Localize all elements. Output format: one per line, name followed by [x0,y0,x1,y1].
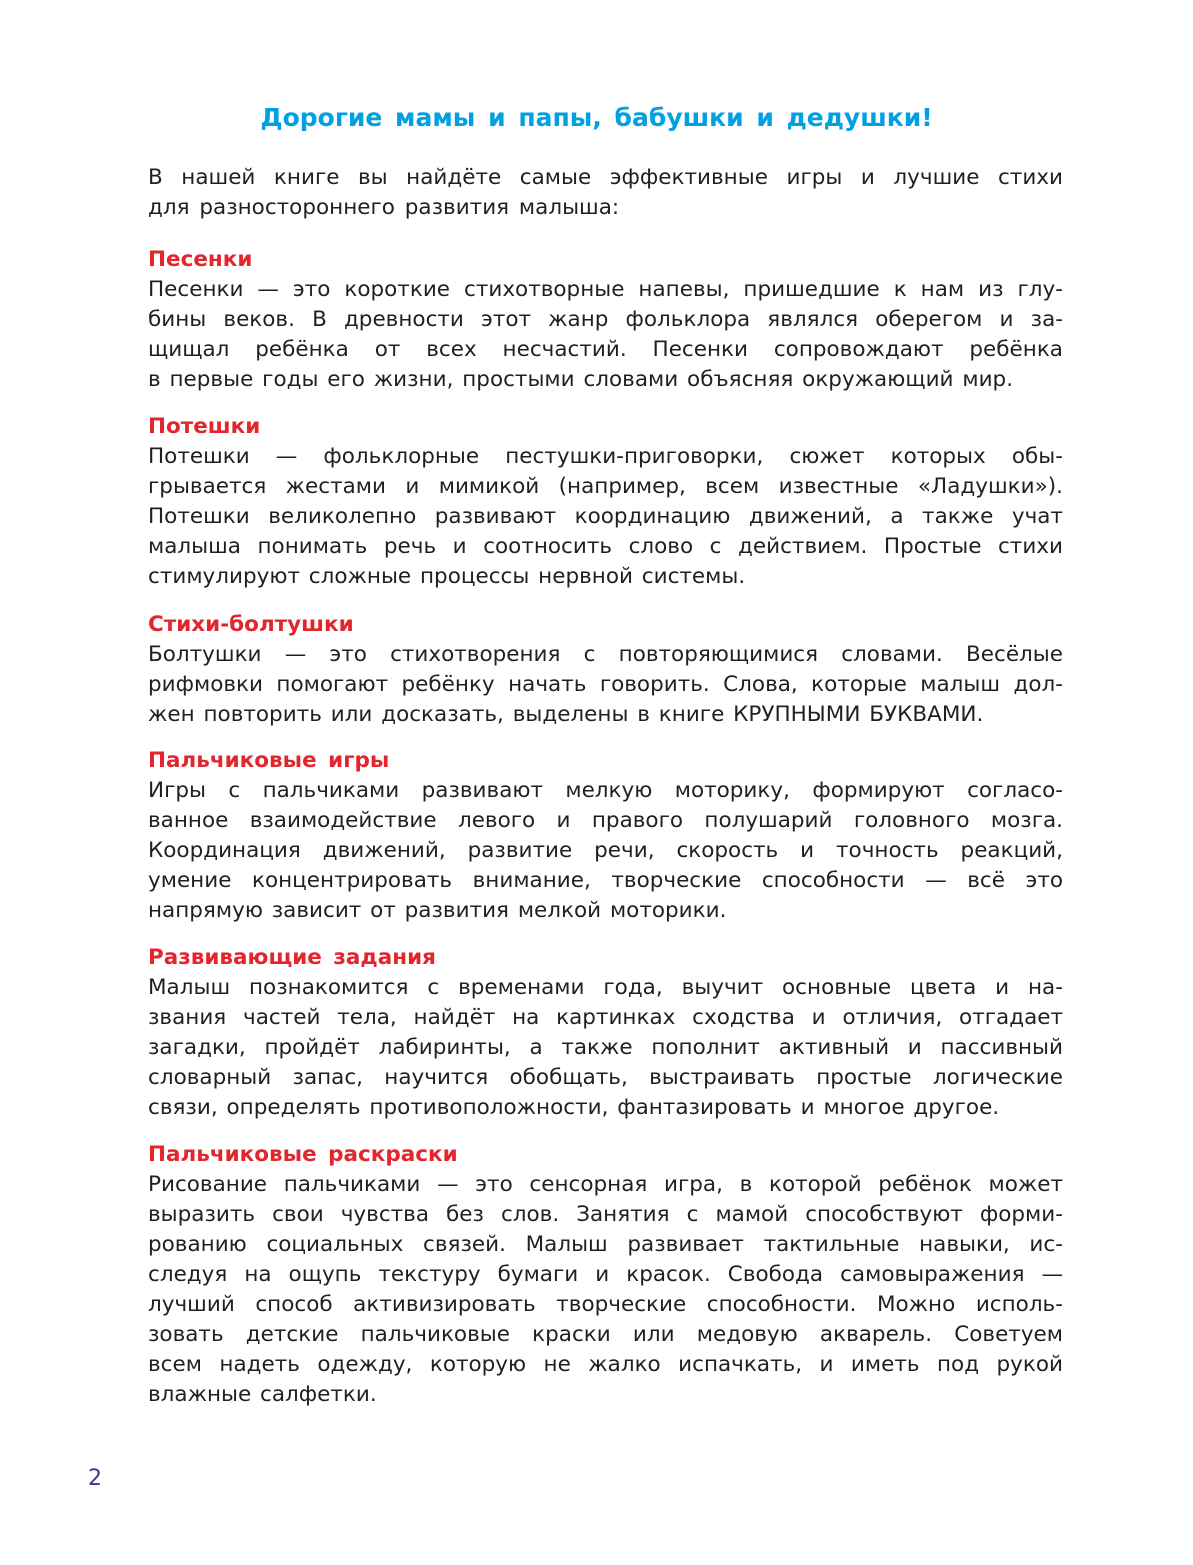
text-line: ванное взаимодействие левого и правого полушарий головного мозга. [148,808,1063,833]
section-palchikovye-raskraski [148,1140,1063,1410]
text-line: малыша понимать речь и соотносить слово с действием. Простые стихи [148,534,1063,559]
intro-line: для разностороннего развития малыша: [148,195,620,220]
text-line: Рисование пальчиками — это сенсорная игра, в которой ребёнок может [148,1172,1063,1197]
intro-line: В нашей книге вы найдёте самые эффективные игры и лучшие стихи [148,165,1063,190]
text-line: умение концентрировать внимание, творческие способности — всё это [148,868,1063,893]
section-body [148,442,1063,592]
section-heading: Песенки [148,247,253,272]
text-line: лучший способ активизировать творческие способности. Можно исполь- [148,1292,1063,1317]
text-line: следуя на ощупь текстуру бумаги и красок. Свобода самовыражения — [148,1262,1063,1287]
section-body [148,776,1063,926]
text-line: Игры с пальчиками развивают мелкую моторику, формируют согласо- [148,778,1063,803]
section-heading: Пальчиковые игры [148,748,390,773]
text-line: рифмовки помогают ребёнку начать говорить. Слова, которые малыш дол- [148,672,1063,697]
text-line: влажные салфетки. [148,1382,377,1407]
text-line: Потешки — фольклорные пестушки-приговорки, сюжет которых обы- [148,444,1063,469]
section-heading: Развивающие задания [148,945,436,970]
text-line: звания частей тела, найдёт на картинках сходства и отличия, отгадает [148,1005,1063,1030]
text-line: напрямую зависит от развития мелкой моторики. [148,898,727,923]
text-line: Потешки великолепно развивают координацию движений, а также учат [148,504,1063,529]
text-line: щищал ребёнка от всех несчастий. Песенки сопровождают ребёнка [148,337,1063,362]
section-palchikovye-igry [148,746,1063,926]
text-line: связи, определять противоположности, фантазировать и многое другое. [148,1095,1000,1120]
text-line: Малыш познакомится с временами года, выучит основные цвета и на- [148,975,1063,1000]
section-body [148,973,1063,1123]
text-line: жен повторить или досказать, выделены в книге КРУПНЫМИ БУКВАМИ. [148,702,984,727]
text-line: загадки, пройдёт лабиринты, а также пополнит активный и пассивный [148,1035,1063,1060]
text-line: всем надеть одежду, которую не жалко испачкать, и иметь под рукой [148,1352,1063,1377]
section-poteshki [148,412,1063,592]
intro-paragraph [148,163,1063,223]
text-line: выразить свои чувства без слов. Занятия с мамой способствуют форми- [148,1202,1063,1227]
section-heading: Пальчиковые раскраски [148,1142,458,1167]
text-line: Болтушки — это стихотворения с повторяющимися словами. Весёлые [148,642,1063,667]
text-line: грывается жестами и мимикой (например, всем известные «Ладушки»). [148,474,1063,499]
text-line: Песенки — это короткие стихотворные напевы, пришедшие к нам из глу- [148,277,1063,302]
section-body [148,1170,1063,1410]
section-heading: Потешки [148,414,261,439]
section-heading: Стихи-болтушки [148,612,354,637]
text-line: Координация движений, развитие речи, скорость и точность реакций, [148,838,1063,863]
section-razvivayushchie-zadaniya [148,943,1063,1123]
section-pesenki [148,245,1063,395]
section-body [148,275,1063,395]
text-line: бины веков. В древности этот жанр фольклора являлся оберегом и за- [148,307,1063,332]
text-line: словарный запас, научится обобщать, выстраивать простые логические [148,1065,1063,1090]
section-body [148,640,1063,730]
page-number: 2 [88,1466,102,1491]
page-title: Дорогие мамы и папы, бабушки и дедушки! [260,103,933,132]
text-line: в первые годы его жизни, простыми словами объясняя окружающий мир. [148,367,1014,392]
text-line: зовать детские пальчиковые краски или медовую акварель. Советуем [148,1322,1063,1347]
text-line: стимулируют сложные процессы нервной системы. [148,564,746,589]
text-line: рованию социальных связей. Малыш развивает тактильные навыки, ис- [148,1232,1063,1257]
section-stikhi-boltushki [148,610,1063,730]
